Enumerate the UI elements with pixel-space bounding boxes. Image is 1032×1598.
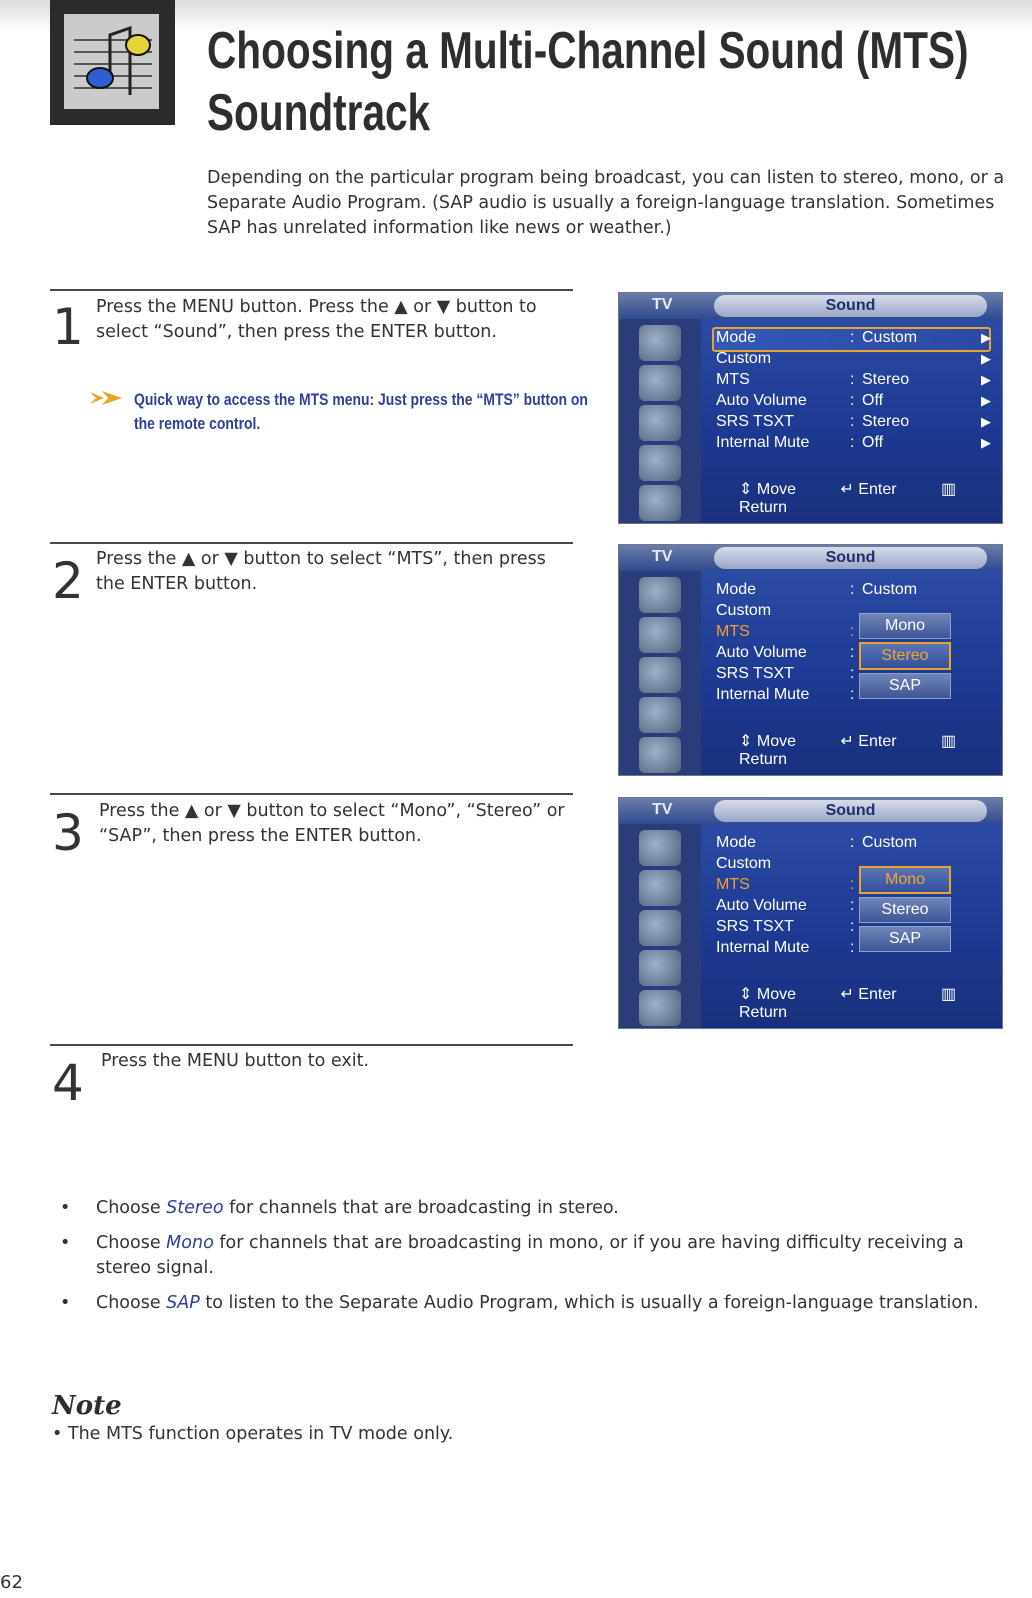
- menu-footer: [739, 731, 1002, 769]
- step-4-number: 4: [52, 1054, 84, 1112]
- menu-row-custom[interactable]: Custom ▶: [716, 350, 991, 367]
- return-hint: ▥ Return: [739, 986, 957, 1021]
- sound-icon: [639, 617, 681, 653]
- enter-hint: ↵ Enter: [840, 733, 897, 750]
- speaker-icon: [639, 657, 681, 693]
- step-3-text: Press the ▲ or ▼ button to select “Mono”, “Stereo” or “SAP”, then press the ENTER button.: [99, 801, 565, 846]
- speaker-icon: [639, 910, 681, 946]
- option-mono[interactable]: Mono: [859, 613, 951, 639]
- step-2-divider: [50, 542, 573, 544]
- move-hint: ⇕ Move: [739, 986, 796, 1003]
- tv-menu-screen-2: [618, 544, 1003, 776]
- list-item: • Choose SAP to listen to the Separate Audio Program, which is usually a foreign-language translation.: [60, 1293, 979, 1313]
- channel-icon: [639, 445, 681, 481]
- menu-title: Sound: [714, 295, 987, 317]
- menu-title: Sound: [714, 800, 987, 822]
- menu-row-mts[interactable]: MTS :: [716, 876, 855, 893]
- intro-paragraph: Depending on the particular program being broadcast, you can listen to stereo, mono, or a Separate Audio Program. (SAP audio is usually a foreign-language translation. Sometimes SAP has unrelated information like news or weather.): [207, 168, 1005, 238]
- menu-row-custom[interactable]: Custom: [716, 602, 772, 619]
- step-3-number: 3: [52, 804, 84, 862]
- arrow-right-icon: ▶: [981, 414, 991, 429]
- option-stereo[interactable]: Stereo: [859, 642, 951, 670]
- menu-title: Sound: [714, 547, 987, 569]
- step-2-number: 2: [52, 552, 84, 610]
- move-hint: ⇕ Move: [739, 733, 796, 750]
- enter-hint: ↵ Enter: [840, 481, 897, 498]
- return-hint: ▥ Return: [739, 733, 957, 768]
- menu-row-mode[interactable]: Mode : Custom: [716, 834, 918, 851]
- step-4-text: Press the MENU button to exit.: [101, 1051, 370, 1071]
- setup-icon: [639, 485, 681, 521]
- mts-options-popup: [859, 613, 951, 702]
- quick-tip: [90, 388, 588, 436]
- menu-row-internal-mute[interactable]: Internal Mute :: [716, 686, 855, 703]
- return-hint: ▥ Return: [739, 481, 957, 516]
- picture-icon: [639, 830, 681, 866]
- option-stereo[interactable]: Stereo: [859, 897, 951, 923]
- menu-row-auto-volume[interactable]: Auto Volume : Off ▶: [716, 392, 991, 409]
- option-mono[interactable]: Mono: [859, 866, 951, 894]
- menu-footer: [739, 479, 1002, 517]
- arrow-right-icon: ▶: [981, 393, 991, 408]
- sound-icon: [639, 365, 681, 401]
- menu-row-mode[interactable]: Mode : Custom: [716, 581, 918, 598]
- arrow-right-icon: ▶: [981, 330, 991, 345]
- tv-menu-screen-1: [618, 292, 1003, 524]
- channel-icon: [639, 950, 681, 986]
- list-item: • Choose Mono for channels that are broadcasting in mono, or if you are having difficulty receiving a stereo signal.: [60, 1233, 964, 1278]
- menu-row-auto-volume[interactable]: Auto Volume :: [716, 644, 855, 661]
- channel-icon: [639, 697, 681, 733]
- menu-row-srs-tsxt[interactable]: SRS TSXT : Stereo ▶: [716, 413, 991, 430]
- note-text: • The MTS function operates in TV mode only.: [52, 1424, 454, 1444]
- option-sap[interactable]: SAP: [859, 673, 951, 699]
- arrow-right-icon: ▶: [981, 372, 991, 387]
- step-3-divider: [50, 793, 573, 795]
- menu-footer: [739, 984, 1002, 1022]
- enter-hint: ↵ Enter: [840, 986, 897, 1003]
- quick-tip-text: Quick way to access the MTS menu: Just press the “MTS” button on the remote control.: [134, 390, 588, 433]
- arrow-right-icon: [90, 388, 130, 408]
- option-sap[interactable]: SAP: [859, 926, 951, 952]
- step-2-text: Press the ▲ or ▼ button to select “MTS”, then press the ENTER button.: [96, 549, 546, 594]
- page-title: Choosing a Multi-Channel Sound (MTS) Soundtrack: [207, 22, 969, 142]
- menu-row-srs-tsxt[interactable]: SRS TSXT :: [716, 665, 855, 682]
- sound-icon: [639, 870, 681, 906]
- arrow-right-icon: ▶: [981, 351, 991, 366]
- menu-row-srs-tsxt[interactable]: SRS TSXT :: [716, 918, 855, 935]
- step-1-divider: [50, 289, 573, 291]
- menu-row-mts[interactable]: MTS :: [716, 623, 855, 640]
- menu-row-mts[interactable]: MTS : Stereo ▶: [716, 371, 991, 388]
- move-hint: ⇕ Move: [739, 481, 796, 498]
- tv-label: TV: [652, 801, 673, 818]
- picture-icon: [639, 325, 681, 361]
- arrow-right-icon: ▶: [981, 435, 991, 450]
- tv-label: TV: [652, 548, 673, 565]
- speaker-icon: [639, 405, 681, 441]
- music-note-icon: [50, 0, 175, 125]
- setup-icon: [639, 737, 681, 773]
- step-1-text: Press the MENU button. Press the ▲ or ▼ button to select “Sound”, then press the ENTER button.: [96, 297, 537, 342]
- mts-options-popup: [859, 866, 951, 955]
- page-number: 62: [0, 1572, 23, 1593]
- menu-row-custom[interactable]: Custom: [716, 855, 772, 872]
- menu-row-internal-mute[interactable]: Internal Mute :: [716, 939, 855, 956]
- menu-row-mode[interactable]: Mode : Custom ▶: [716, 327, 991, 348]
- setup-icon: [639, 990, 681, 1026]
- note-heading: Note: [52, 1391, 122, 1421]
- menu-row-internal-mute[interactable]: Internal Mute : Off ▶: [716, 434, 991, 451]
- menu-row-auto-volume[interactable]: Auto Volume :: [716, 897, 855, 914]
- tv-label: TV: [652, 296, 673, 313]
- step-4-divider: [50, 1044, 573, 1046]
- picture-icon: [639, 577, 681, 613]
- list-item: • Choose Stereo for channels that are broadcasting in stereo.: [60, 1198, 619, 1218]
- step-1-number: 1: [52, 298, 84, 356]
- tv-menu-screen-3: [618, 797, 1003, 1029]
- mts-option-list: [56, 1196, 1006, 1326]
